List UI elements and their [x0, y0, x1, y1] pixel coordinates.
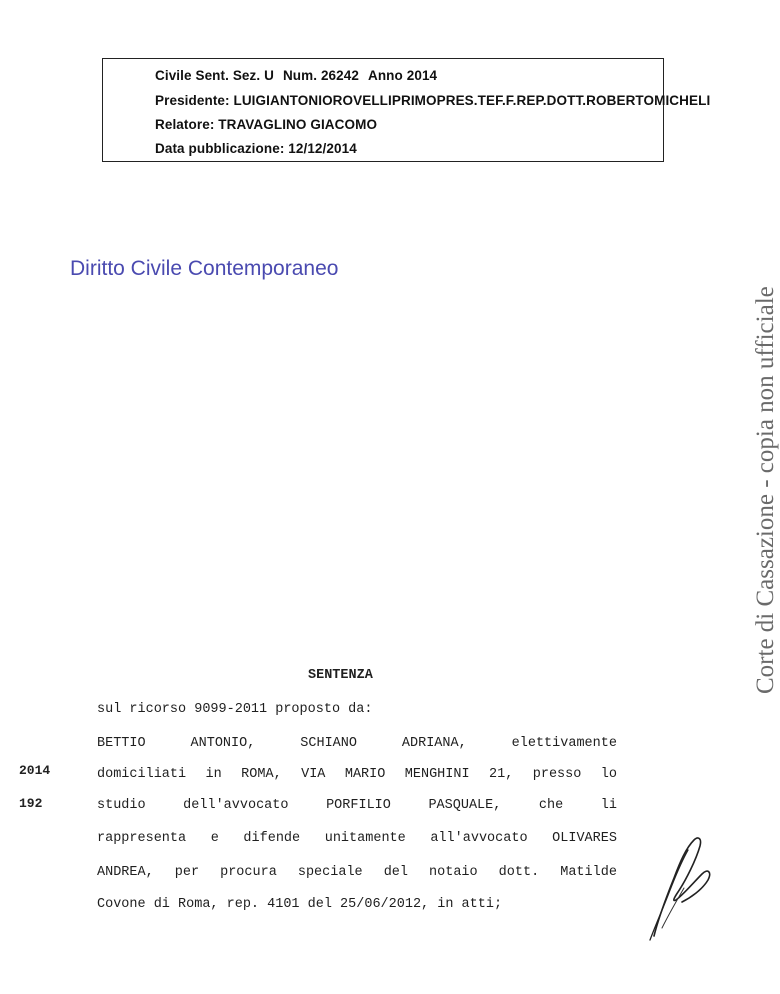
word: dott. [498, 865, 540, 880]
word: ANDREA, [97, 865, 154, 880]
word: PASQUALE, [428, 798, 502, 813]
word: che [538, 798, 564, 813]
word: elettivamente [511, 736, 617, 751]
header-year: Anno 2014 [367, 68, 438, 83]
word: ADRIANA, [401, 736, 467, 751]
signature-icon [636, 828, 726, 943]
word: e [210, 831, 219, 846]
word: BETTIO [97, 736, 146, 751]
document-line-5 [97, 831, 617, 846]
word: 21, [489, 767, 514, 782]
word: Matilde [560, 865, 617, 880]
word: unitamente [324, 831, 406, 846]
document-header-box [102, 58, 711, 162]
document-line-2 [97, 736, 617, 751]
word: dell'avvocato [183, 798, 289, 813]
word: rappresenta [97, 831, 187, 846]
header-president: Presidente: LUIGIANTONIOROVELLIPRIMOPRES.TEF.F.REP.DOTT.ROBERTOMICHELI [155, 93, 711, 108]
document-line-intro: sul ricorso 9099-2011 proposto da: [97, 702, 373, 717]
word: li [600, 798, 617, 813]
word: difende [243, 831, 301, 846]
watermark-text: Corte di Cassazione - copia non ufficiale [752, 286, 779, 694]
word: procura [220, 865, 277, 880]
header-rapporteur: Relatore: TRAVAGLINO GIACOMO [155, 117, 378, 132]
word: domiciliati [97, 767, 187, 782]
word: notaio [429, 865, 478, 880]
document-line-4 [97, 798, 617, 813]
word: ANTONIO, [190, 736, 256, 751]
word: MENGHINI [404, 767, 470, 782]
word: studio [97, 798, 146, 813]
header-section-label: Civile Sent. Sez. U [155, 68, 274, 83]
document-line-7: Covone di Roma, rep. 4101 del 25/06/2012, in atti; [97, 897, 503, 912]
word: presso [532, 767, 582, 782]
document-heading: SENTENZA [308, 668, 373, 683]
margin-number: 192 [19, 796, 43, 811]
site-title: Diritto Civile Contemporaneo [70, 257, 339, 280]
word: ROMA, [241, 767, 282, 782]
word: SCHIANO [300, 736, 357, 751]
word: VIA [301, 767, 326, 782]
header-sentence-number: Num. 26242 [282, 68, 359, 83]
document-line-6 [97, 865, 617, 880]
margin-year: 2014 [19, 763, 51, 778]
word: in [205, 767, 222, 782]
word: speciale [297, 865, 363, 880]
word: PORFILIO [326, 798, 391, 813]
word: OLIVARES [552, 831, 617, 846]
word: lo [600, 767, 617, 782]
header-case-line [155, 68, 437, 83]
word: del [383, 865, 408, 880]
word: per [174, 865, 200, 880]
word: all'avvocato [430, 831, 528, 846]
header-publication-date: Data pubblicazione: 12/12/2014 [155, 141, 357, 156]
watermark-container [722, 240, 779, 700]
document-line-3 [97, 767, 617, 782]
word: MARIO [344, 767, 386, 782]
